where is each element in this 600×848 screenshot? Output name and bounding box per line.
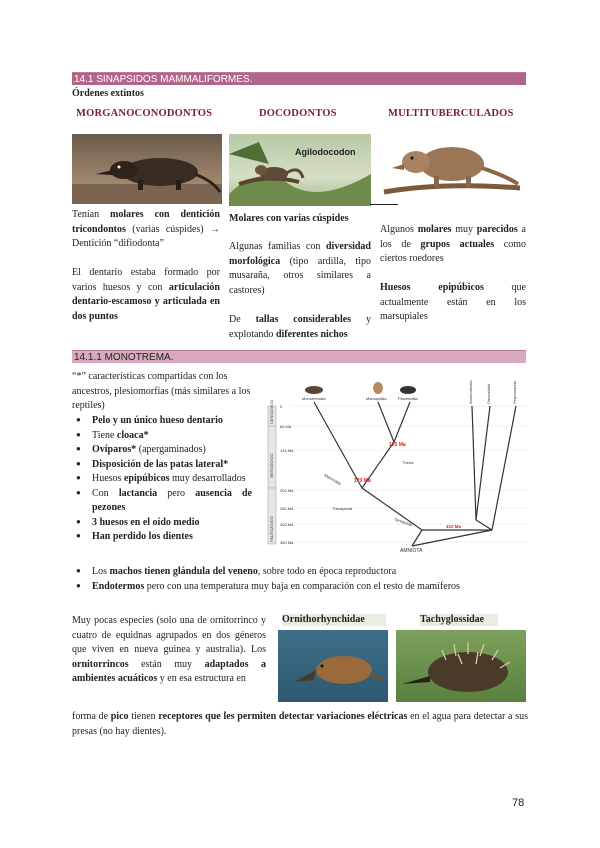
tick-0: 0 [280, 404, 283, 409]
docodonta-text-1: Molares con varias cúspides [229, 213, 349, 224]
date-310: 310 Ma [446, 524, 462, 529]
trait-item: ● Tiene cloaca* [72, 429, 252, 444]
trait-item: ● 3 huesos en el oído medio [72, 516, 252, 531]
monotreme-intro: “*” características compartidas con los ancestros, plesiomorfías (más similares a los reptiles) [72, 371, 251, 411]
label-synapsida: Synapsida [393, 516, 413, 528]
placental-icon [400, 386, 416, 394]
label-placentalia: Placentalia [398, 396, 418, 401]
morganucodon-image [72, 134, 222, 204]
trait-item: ● Los machos tienen glándula del veneno, sobre todo en época reproductora [72, 565, 528, 580]
label-dinocefalia: Dinocefalia [486, 384, 491, 404]
agilodocodon-label: Agilodocodon [295, 147, 356, 157]
tick-200: 200 Ma [280, 488, 294, 493]
label-pelycosauria: Pelycosauria [512, 381, 517, 404]
subtitle-extinct-orders: Órdenes extintos [72, 88, 144, 99]
col-head-docodonta: DOCODONTOS [259, 108, 337, 119]
agilodocodon-image [229, 134, 371, 206]
label-amniota: AMNIOTA [400, 548, 423, 554]
tick-300: 300 Ma [280, 522, 294, 527]
multituberculate-image [382, 132, 522, 204]
col-head-multituberculata: MULTITUBERCULADOS [388, 108, 514, 119]
era-mesozoic: MESOZOICO [269, 453, 274, 478]
multituberculata-text-2: Huesos epipúbicos que actualmente están en los marsupiales [380, 282, 526, 322]
trait-item: ● Endotermos pero con una temperatura muy baja en comparación con el resto de mamíferos [72, 580, 528, 595]
docodonta-text-2: Algunas familias con diversidad morfológica (tipo ardilla, tipo musaraña, otros similares a castores) [229, 241, 371, 296]
label-mammalia: Mammalia [323, 472, 342, 487]
trait-item: ● Pelo y un único hueso dentario [72, 414, 252, 429]
platypus-image [278, 630, 388, 702]
era-cenozoic: CENOZOICO [269, 399, 274, 424]
tick-360: 360 Ma [280, 540, 294, 545]
tick-250: 250 Ma [280, 506, 294, 511]
tick-65: 65 Ma [280, 424, 292, 429]
monotreme-paragraph-full: forma de pico tienen receptores que les permiten detectar variaciones eléctricas en el agua para detectar a sus presas (no hay dientes). [72, 711, 528, 737]
col-head-morganucodonta: MORGANOCONODONTOS [76, 108, 213, 119]
multituberculata-text-1: Algunos molares muy parecidos a los de grupos actuales como ciertos roedores [380, 224, 527, 264]
section-title-synapsids: 14.1 SINAPSIDOS MAMMALIFORMES. [72, 72, 526, 85]
trait-item: ● Con lactancia pero ausencia de pezones [72, 487, 252, 516]
trait-item: ● Ovíparos* (apergaminados) [72, 443, 252, 458]
label-monotremata: Monotremata [302, 396, 326, 401]
divider-line [370, 204, 398, 205]
trait-item: ● Huesos epipúbicos muy desarrollados [72, 472, 252, 487]
date-125: 125 Ma [389, 442, 406, 448]
label-theria: Theria [402, 460, 414, 465]
kangaroo-icon [373, 382, 383, 394]
monotreme-traits-list [72, 414, 252, 545]
monotreme-traits-list-2 [72, 565, 528, 594]
era-paleozoic: PALEOZOICO [269, 516, 274, 542]
monotreme-paragraph-left: Muy pocas especies (solo una de ornitorrinco y cuatro de equidnas agrupados en dos géneros que viven en nueva guinea y australia). Los ornitorrincos están muy adaptados a ambientes acuáticos y en esa estructura en [72, 615, 267, 684]
label-therapsida: Therapsida [332, 506, 353, 511]
trait-item: ● Disposición de las patas lateral* [72, 458, 252, 473]
family-label-tachyglossidae: Tachyglossidae [420, 614, 498, 626]
morganucodonta-text-1: Tenían molares con dentición tricondontos (varias cúspides) → Dentición “difiodonta” [72, 209, 220, 249]
echidna-image [396, 630, 526, 702]
label-marsupialia: Marsupialia [366, 396, 387, 401]
section-title-monotremata: 14.1.1 MONOTREMA. [72, 350, 526, 363]
page-number: 78 [512, 797, 525, 809]
label-anomodontia: Anomodontia [468, 380, 473, 404]
phylogeny-diagram [262, 370, 528, 558]
docodonta-text-3: De tallas considerables y explotando diferentes nichos [229, 314, 371, 340]
date-170: 170 Ma [354, 478, 371, 484]
family-label-ornithorhynchidae: Ornithorhynchidae [282, 614, 386, 626]
morganucodonta-text-2: El dentario estaba formado por varios huesos y con articulación dentario-escamoso y articulada en dos puntos [72, 267, 220, 322]
platypus-icon [305, 386, 323, 394]
tick-145: 145 Ma [280, 448, 294, 453]
trait-item: ● Han perdido los dientes [72, 530, 252, 545]
